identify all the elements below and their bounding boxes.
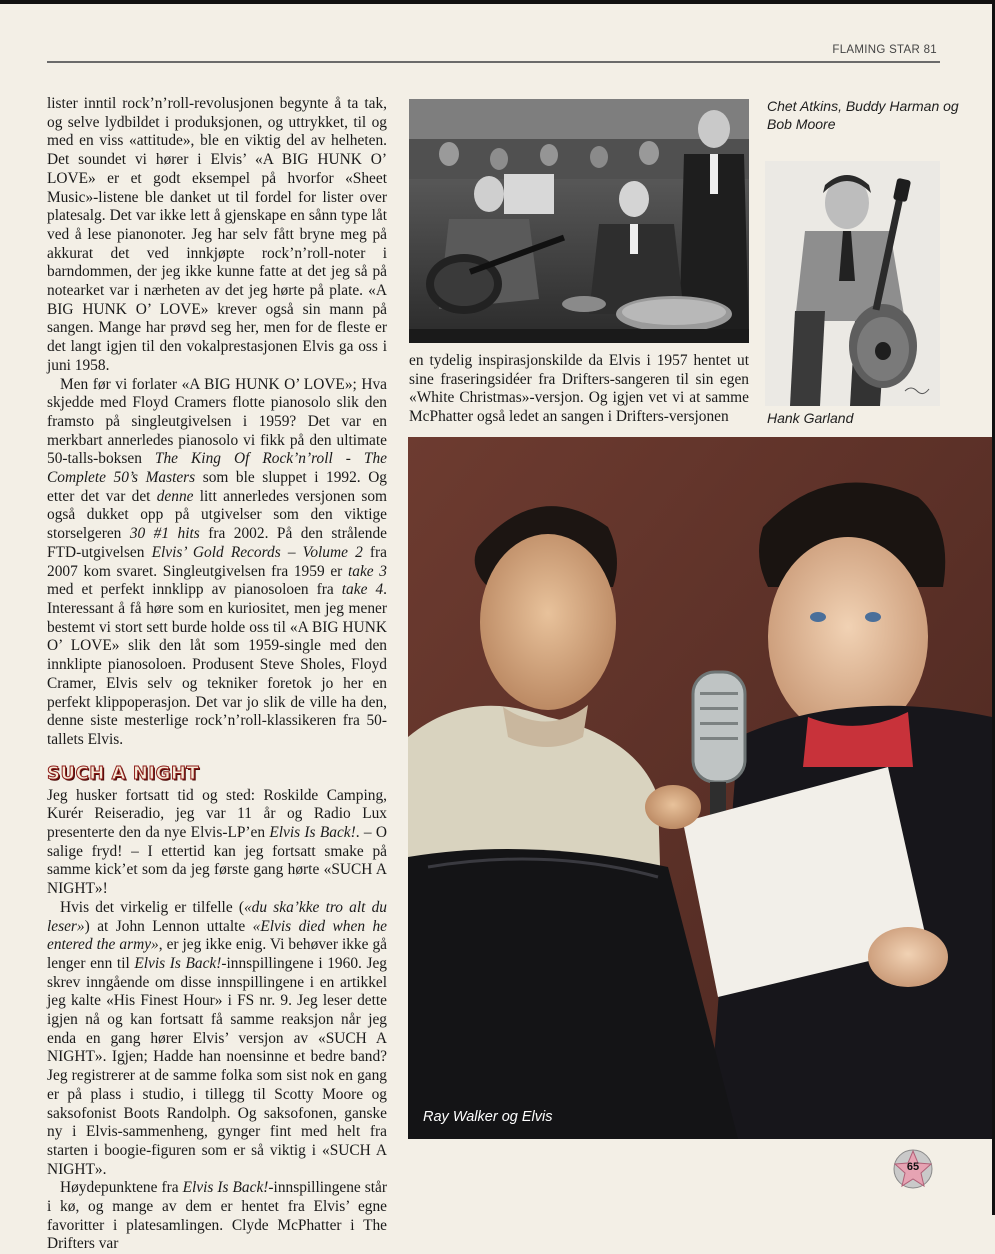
color-photo-ray-walker-elvis [408,437,992,1139]
photo-caption: Hank Garland [767,410,854,426]
session-photo-chet-atkins [409,99,749,343]
photo-caption: Ray Walker og Elvis [423,1109,553,1125]
paragraph: Hvis det virkelig er tilfelle («du ska’kke tro alt du leser») at John Lennon uttalte «Elvis died when he entered the army», er jeg ikke enig. Vi behøver ikke gå lenger enn til Elvis Is Back!-innspillingene i 1960. Jeg skrev inngående om disse innspillingene i en artikkel jeg kalte «His Finest Hour» i FS nr. 9. Jeg leser dette igjen nå og kan fortsatt få samme reaksjon når jeg enda en gang hører Elvis’ versjon av «SUCH A NIGHT». Igjen; Hadde han noensinne et bedre band? Jeg registrerer at de samme folka som sist nok en gang er på plass i studio, i tillegg til Scotty Moore og saksofonist Boots Randolph. Og saksofonen, ganske ny i Elvis-sammenheng, gynger fint med helt fra starten i boogie-figuren som er så viktig i «SUCH A NIGHT». [47,898,388,1178]
left-text-column [47,95,387,1254]
portrait-photo-hank-garland [765,161,940,406]
running-header: FLAMING STAR 81 [832,44,937,56]
header-rule [47,61,940,63]
paragraph: Jeg husker fortsatt tid og sted: Roskilde Camping, Kurér Reiseradio, jeg var 11 år og Radio Lux presenterte den da nye Elvis-LP’en Elvis Is Back!. – O salige fryd! – I ettertid kan jeg fortsatt smake på samme kick’et som da jeg første gang hørte «SUCH A NIGHT»! [47,786,387,898]
page-number: 65 [906,1161,920,1173]
photo-caption: Chet Atkins, Buddy Harman og Bob Moore [767,98,959,132]
middle-text-column [409,352,749,427]
paragraph: en tydelig inspirasjonskilde da Elvis i 1957 hentet ut sine fraseringsidéer fra Drifters-sangeren til sin egen «White Christmas»-versjon. Og igjen vet vi at samme McPhatter også ledet an sangen i Drifters-versjonen [409,352,749,426]
paragraph: Høydepunktene fra Elvis Is Back!-innspillingene står i kø, og mange av dem er hentet fra Elvis’ egne favoritter i platesamlingen. Clyde McPhatter i The Drifters var [47,1179,387,1253]
top-border [0,0,995,4]
paragraph: lister inntil rock’n’roll-revolusjonen begynte å ta tak, og selve lydbildet i produksjonen, og uttrykket, til og med en viss «attitude», ble en viktig del av helheten. Det soundet vi hører i Elvis’ «A BIG HUNK O’ LOVE» er et godt eksempel på hvorfor «Sheet Music»-listene ble danket ut til fordel for lister over platesalg. Det var ikke lett å gjenskape en sånn type låt ved å lese pianonoter. Jeg har selv fått bryne meg på akkurat det ved innkjøpte rock’n’roll-noter i barndommen, der jeg ikke kunne fatte at det jeg så på notearket var i nærheten av det jeg hørte på plate. «A BIG HUNK O’ LOVE» krever også sin mann på sangen. Mange har prøvd seg her, men for de fleste er det langt igjen til den vokalprestasjonen Elvis ga oss i juni 1958. [47,95,387,374]
section-heading: SUCH A NIGHT [47,762,200,784]
page-number-badge [892,1148,934,1190]
paragraph: Men før vi forlater «A BIG HUNK O’ LOVE»; Hva skjedde med Floyd Cramers flotte pianosolo slik den framsto på singleutgivelsen i 1959? Det var en merkbart annerledes pianosolo vi fikk på den ultimate 50-talls-boksen The King Of Rock’n’roll - The Complete 50’s Masters som ble sluppet i 1992. Og etter det var det denne litt annerledes versjonen som også dukket opp på utgivelser som den viktige storselgeren 30 #1 hits fra 2002. På den strålende FTD-utgivelsen Elvis’ Gold Records – Volume 2 fra 2007 kom svaret. Singleutgivelsen fra 1959 er take 3 med et perfekt innklipp av pianosoloen fra take 4. Interessant å få høre som en kuriositet, men jeg mener bestemt vi stort sett burde holde oss til «A BIG HUNK O’ LOVE» slik den låt som 1959-single med den innklipte pianosoloen. Produsent Steve Sholes, Floyd Cramer, Elvis selv og tekniker foretok jo her en perfekt klippoperasjon. Det var jo slik de ville ha den, denne siste mesterlige rock’n’roll-klassikeren fra 50-tallets Elvis. [47,375,388,748]
